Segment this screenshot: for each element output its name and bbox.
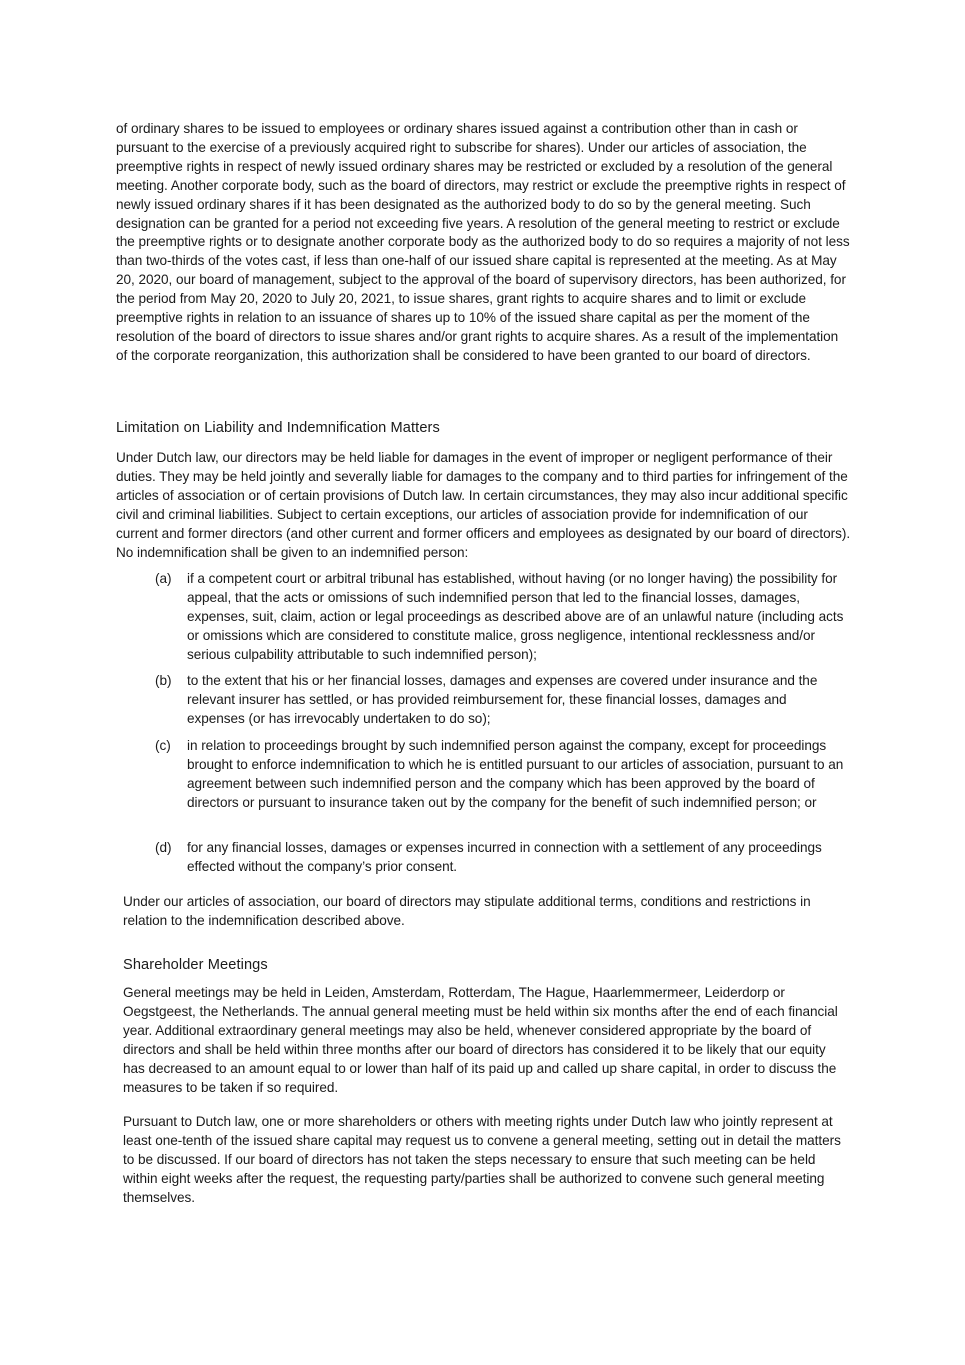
list-item-text: for any financial losses, damages or expenses incurred in connection with a settlement of any proceedings effected without the company’s prior consent. (187, 840, 822, 874)
list-item (155, 839, 855, 879)
list-item (155, 737, 855, 833)
list-item-marker: (b) (155, 673, 172, 688)
meetings-paragraph-1: General meetings may be held in Leiden, Amsterdam, Rotterdam, The Hague, Haarlemmermeer, Leiderdorp or Oegstgeest, the Netherlands. The annual general meeting must be held within six months after the end of each financial year. Additional extraordinary general meetings may also be held, whenever considered appropriate by the board of directors and shall be held within three months after our board of directors has considered it to be likely that our equity has decreased to an amount equal to or lower than half of its paid up and called up share capital, in order to discuss the measures to be taken if so required. (123, 985, 838, 1095)
list-item-text: if a competent court or arbitral tribunal has established, without having (or no longer having) the possibility for appeal, that the acts or omissions of such indemnified person that led to the financial losses, damages, expenses, suit, claim, action or legal proceedings as described above are of an unlawful nature (including acts or omissions which are considered to constitute malice, gross negligence, intentional recklessness and/or serious culpability attributable to such indemnified person); (187, 571, 844, 662)
list-item (155, 672, 855, 730)
list-item-marker: (a) (155, 571, 172, 586)
liability-paragraph: Under Dutch law, our directors may be held liable for damages in the event of improper or negligent performance of their duties. They may be held jointly and severally liable for damages to the company and to third parties for infringement of the articles of association or of certain provisions of Dutch law. In certain circumstances, they may also incur additional specific civil and criminal liabilities. Subject to certain exceptions, our articles of association provide for indemnification of our current and former directors (and other current and former officers and employees as designated by our board of directors). No indemnification shall be given to an indemnified person: (116, 450, 851, 560)
list-item-marker: (d) (155, 840, 172, 855)
meetings-heading: Shareholder Meetings (123, 957, 268, 973)
intro-paragraph: of ordinary shares to be issued to employees or ordinary shares issued against a contribution other than in cash or pursuant to the exercise of a previously acquired right to subscribe for shares). Under our articles of association, the preemptive rights in respect of newly issued ordinary shares may be restricted or excluded by a resolution of the general meeting. Another corporate body, such as the board of directors, may restrict or exclude the preemptive rights in respect of newly issued ordinary shares if it has been designated as the authorized body to do so by the general meeting. Such designation can be granted for a period not exceeding five years. A resolution of the general meeting to restrict or exclude the preemptive rights or to designate another corporate body as the authorized body to do so requires a majority of not less than two-thirds of the votes cast, if less than one-half of our issued share capital is represented at the meeting. As at May 20, 2020, our board of management, subject to the approval of the board of supervisory directors, has been authorized, for the period from May 20, 2020 to July 20, 2021, to issue shares, grant rights to acquire shares and to limit or exclude preemptive rights in relation to an issuance of shares up to 10% of the issued share capital as per the moment of the resolution of the board of directors to issue shares and/or grant rights to acquire shares. As a result of the implementation of the corporate reorganization, this authorization shall be considered to have been granted to our board of directors. (116, 121, 850, 363)
liability-heading: Limitation on Liability and Indemnification Matters (116, 420, 440, 436)
meetings-paragraph-2: Pursuant to Dutch law, one or more shareholders or others with meeting rights under Dutch law who jointly represent at least one-tenth of the issued share capital may request us to convene a general meeting, setting out in detail the matters to be discussed. If our board of directors has not taken the steps necessary to ensure that such meeting can be held within eight weeks after the request, the requesting party/parties shall be authorized to convene such general meeting themselves. (123, 1114, 841, 1205)
list-item-text: to the extent that his or her financial losses, damages and expenses are covered under insurance and the relevant insurer has settled, or has provided reimbursement for, these financial losses, damages and expenses (or has irrevocably undertaken to do so); (187, 673, 818, 726)
liability-closing-paragraph: Under our articles of association, our board of directors may stipulate additional terms, conditions and restrictions in relation to the indemnification described above. (123, 894, 811, 928)
list-item-text: in relation to proceedings brought by such indemnified person against the company, except for proceedings brought to enforce indemnification to which he is entitled pursuant to our articles of association, pursuant to an agreement between such indemnified person and the company which has been approved by the board of directors or pursuant to insurance taken out by the company for the benefit of such indemnified person; or (187, 738, 844, 810)
list-item (155, 570, 855, 666)
list-item-marker: (c) (155, 738, 171, 753)
